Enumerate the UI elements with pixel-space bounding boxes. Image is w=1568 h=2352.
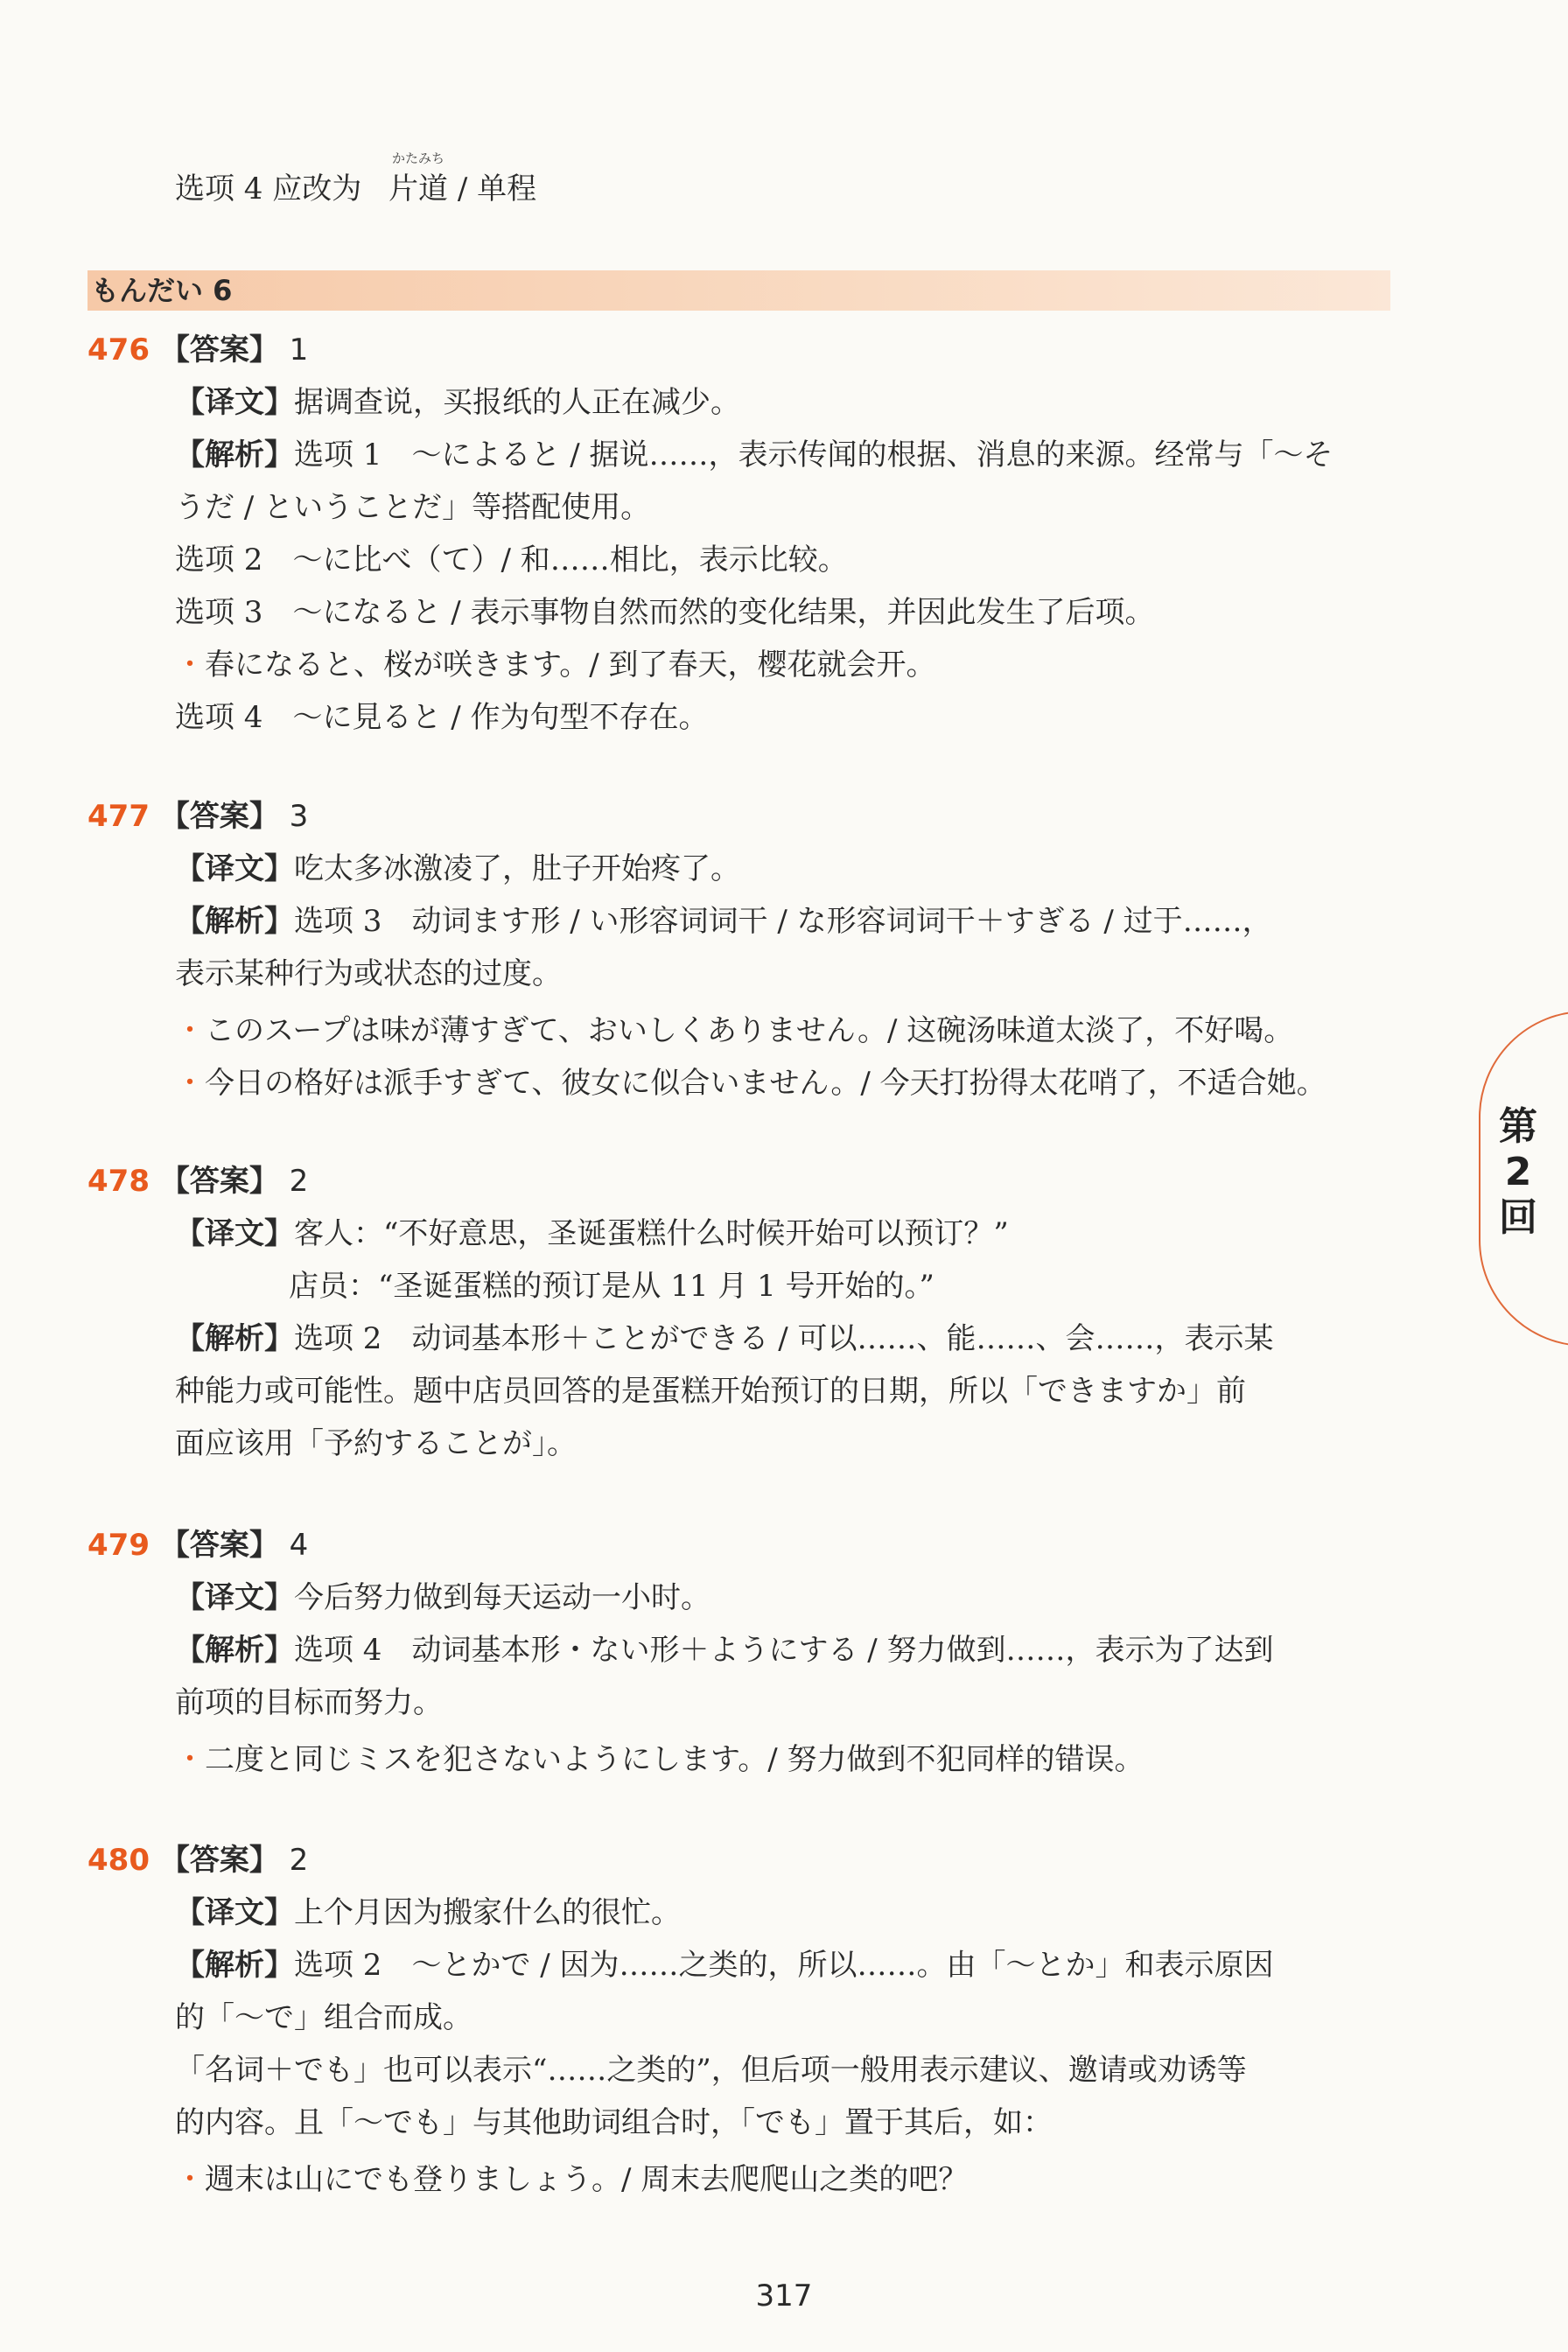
translation-label: 【译文】 (175, 1895, 294, 1930)
analysis-line: 前项的目标而努力。 (175, 1685, 443, 1720)
option-line: 选项 4 ～に見ると / 作为句型不存在。 (175, 700, 709, 735)
option-line: 选项 2 ～に比べ（て）/ 和……相比，表示比较。 (175, 542, 848, 578)
answer-value: 3 (289, 799, 309, 834)
top-note (175, 150, 537, 207)
question-number (88, 1521, 308, 1564)
chapter-tab (1488, 1104, 1549, 1241)
bullet-icon: ・ (175, 648, 205, 682)
answer-value: 1 (289, 332, 309, 368)
answer-label: 【答案】 (159, 332, 279, 368)
translation-line (175, 1573, 710, 1616)
top-note-word-text: 片道 (388, 172, 449, 206)
analysis-line (175, 1941, 1274, 1984)
translation-line (175, 1888, 681, 1931)
analysis-label: 【解析】 (175, 1633, 294, 1668)
example-line (175, 1735, 1144, 1778)
answer-label: 【答案】 (159, 1528, 279, 1563)
translation-text: 吃太多冰激凌了，肚子开始疼了。 (294, 851, 740, 886)
translation-label: 【译文】 (175, 385, 294, 420)
question-number (88, 792, 308, 835)
example-text: 週末は山にでも登りましょう。/ 周末去爬爬山之类的吧？ (205, 2162, 969, 2197)
option-line: 选项 3 ～になると / 表示事物自然而然的变化结果，并因此发生了后项。 (175, 595, 1155, 630)
chapter-tab-line: 第 (1499, 1104, 1537, 1149)
bullet-icon: ・ (175, 1742, 205, 1777)
translation-label: 【译文】 (175, 1216, 294, 1251)
question-number (88, 1157, 308, 1200)
analysis-line: うだ / ということだ」等搭配使用。 (175, 490, 651, 525)
bullet-icon: ・ (175, 1013, 205, 1048)
page-number: 317 (755, 2278, 813, 2314)
translation-line (175, 844, 740, 887)
answer-label: 【答案】 (159, 1843, 279, 1878)
analysis-line: 表示某种行为或状态的过度。 (175, 956, 562, 991)
question-number-text: 480 (88, 1843, 150, 1878)
analysis-text: 选项 4 动词基本形・ない形＋ようにする / 努力做到……，表示为了达到 (294, 1633, 1274, 1668)
chapter-tab-line: 2 (1504, 1150, 1532, 1194)
translation-label: 【译文】 (175, 851, 294, 886)
translation-label: 【译文】 (175, 1580, 294, 1615)
bullet-icon: ・ (175, 2162, 205, 2197)
example-line (175, 640, 936, 683)
question-number-text: 478 (88, 1164, 150, 1199)
translation-text: 据调查说，买报纸的人正在减少。 (294, 385, 740, 420)
translation-text: 今后努力做到每天运动一小时。 (294, 1580, 710, 1615)
analysis-label: 【解析】 (175, 1321, 294, 1356)
question-number-text: 476 (88, 332, 150, 368)
example-text: 二度と同じミスを犯さないようにします。/ 努力做到不犯同样的错误。 (205, 1742, 1144, 1777)
example-text: 春になると、桜が咲きます。/ 到了春天，樱花就会开。 (205, 648, 936, 682)
translation-text: 上个月因为搬家什么的很忙。 (294, 1895, 681, 1930)
analysis-text: 选项 3 动词ます形 / い形容词词干 / な形容词词干＋すぎる / 过于……， (294, 904, 1272, 939)
translation-line (175, 1209, 1009, 1252)
translation-line: 店员：“圣诞蛋糕的预订是从 11 月 1 号开始的。” (289, 1269, 934, 1304)
question-number (88, 326, 308, 368)
analysis-line: 面应该用「予約することが」。 (175, 1426, 577, 1461)
example-line (175, 1059, 1326, 1102)
top-note-ruby: かたみち (392, 150, 445, 166)
translation-text: 客人：“不好意思，圣诞蛋糕什么时候开始可以预订？” (294, 1216, 1009, 1251)
analysis-text: 选项 2 动词基本形＋ことができる / 可以……、能……、会……，表示某 (294, 1321, 1274, 1356)
top-note-tail: / 单程 (457, 172, 537, 206)
analysis-line (175, 430, 1334, 473)
answer-value: 2 (289, 1164, 309, 1199)
analysis-label: 【解析】 (175, 904, 294, 939)
analysis-label: 【解析】 (175, 438, 294, 472)
top-note-prefix: 选项 4 应改为 (175, 172, 362, 206)
answer-label: 【答案】 (159, 1164, 279, 1199)
answer-label: 【答案】 (159, 799, 279, 834)
question-number (88, 1836, 308, 1879)
translation-line (175, 378, 740, 421)
analysis-line: 的「～で」组合而成。 (175, 2000, 472, 2035)
note-line: 的内容。且「～でも」与其他助词组合时，「でも」置于其后，如： (175, 2105, 1053, 2140)
analysis-label: 【解析】 (175, 1948, 294, 1983)
chapter-tab-line: 回 (1499, 1195, 1537, 1240)
analysis-text: 选项 2 ～とかで / 因为……之类的，所以……。由「～とか」和表示原因 (294, 1948, 1274, 1983)
note-line: 「名词＋でも」也可以表示“……之类的”，但后项一般用表示建议、邀请或劝诱等 (175, 2053, 1247, 2088)
analysis-text: 选项 1 ～によると / 据说……，表示传闻的根据、消息的来源。经常与「～そ (294, 438, 1334, 472)
question-number-text: 477 (88, 799, 150, 834)
analysis-line (175, 1314, 1274, 1357)
analysis-line (175, 897, 1272, 940)
example-line (175, 1006, 1293, 1049)
bullet-icon: ・ (175, 1066, 205, 1101)
answer-value: 4 (289, 1528, 309, 1563)
analysis-line (175, 1626, 1274, 1669)
section-header: もんだい 6 (88, 270, 1390, 311)
example-line (175, 2155, 968, 2198)
analysis-line: 种能力或可能性。题中店员回答的是蛋糕开始预订的日期，所以「できますか」前 (175, 1374, 1246, 1409)
answer-value: 2 (289, 1843, 309, 1878)
top-note-word (388, 150, 449, 207)
example-text: このスープは味が薄すぎて、おいしくありません。/ 这碗汤味道太淡了，不好喝。 (205, 1013, 1294, 1048)
example-text: 今日の格好は派手すぎて、彼女に似合いません。/ 今天打扮得太花哨了，不适合她。 (205, 1066, 1326, 1101)
question-number-text: 479 (88, 1528, 150, 1563)
